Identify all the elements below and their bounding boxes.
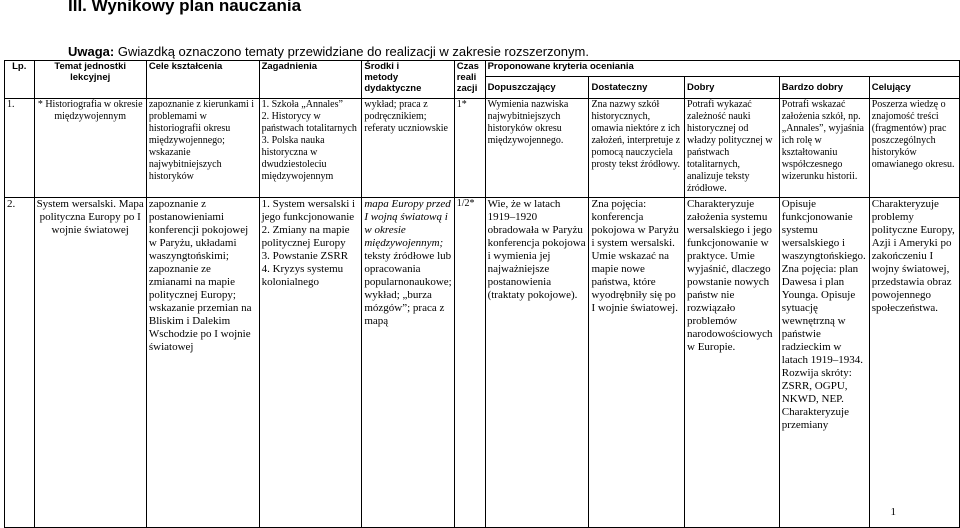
row-methods-rest: teksty źródłowe lub opracowania popularnonaukowe; wykład; „burza mózgów”; praca z mapą: [364, 250, 452, 327]
row-issues: 1. System wersalski i jego funkcjonowanie 2. Zmiany na mapie politycznej Europy 3. Powstanie ZSRR 4. Kryzys systemu kolonialnego: [259, 198, 362, 528]
header-criteria: Proponowane kryteria oceniania: [485, 61, 959, 77]
row-dopuszczajacy: Wie, że w latach 1919–1920 obradowała w Paryżu konferencja pokojowa i wymienia jej najważniejsze postanowienia (traktaty pokojowe).: [485, 198, 589, 528]
note-line: [68, 44, 589, 59]
header-dobry: Dobry: [685, 77, 780, 99]
row-dopuszczajacy: Wymienia nazwiska najwybitniejszych historyków okresu międzywojennego.: [485, 99, 589, 198]
row-dostateczny: Zna nazwy szkół historycznych, omawia niektóre z ich założeń, interpretuje z pomocą nauczyciela prosty tekst źródłowy.: [589, 99, 685, 198]
header-lp: Lp.: [5, 61, 35, 99]
table-row: [5, 198, 960, 528]
header-celujacy: Celujący: [869, 77, 959, 99]
row-issues: 1. Szkoła „Annales” 2. Historycy w państwach totalitarnych 3. Polska nauka historyczna w dwudziestoleciu międzywojennym: [259, 99, 362, 198]
header-time: Czas reali zacji: [454, 61, 485, 99]
page-number: 1: [890, 506, 896, 518]
header-issues: Zagadnienia: [259, 61, 362, 99]
row-celujacy: Charakteryzuje problemy polityczne Europy, Azji i Ameryki po zakończeniu I wojny światowej, przedstawia obraz powojennego społeczeństwa.: [869, 198, 959, 528]
row-number: 2.: [5, 198, 35, 528]
row-dobry: Charakteryzuje założenia systemu wersalskiego i jego funkcjonowanie w praktyce. Umie wyjaśnić, dlaczego powstanie nowych państw nie rozwiązało problemów narodowościowych w Europie.: [685, 198, 780, 528]
header-dostateczny: Dostateczny: [589, 77, 685, 99]
note-label: Uwaga:: [68, 44, 115, 59]
table-row: [5, 99, 960, 198]
row-methods: wykład; praca z podręcznikiem; referaty uczniowskie: [362, 99, 454, 198]
row-methods: [362, 198, 454, 528]
row-bardzo-dobry: Potrafi wskazać założenia szkół, np. „Annales”, wyjaśnia ich rolę w kształtowaniu współczesnego wizerunku historii.: [779, 99, 869, 198]
row-goals: zapoznanie z kierunkami i problemami w historiografii okresu międzywojennego; wskazanie najwybitniejszych historyków: [146, 99, 259, 198]
note-text: Gwiazdką oznaczono tematy przewidziane do realizacji w zakresie rozszerzonym.: [114, 44, 589, 59]
row-time: 1/2*: [454, 198, 485, 528]
header-topic: Temat jednostki lekcyjnej: [34, 61, 146, 99]
page-heading: III. Wynikowy plan nauczania: [68, 0, 302, 15]
row-celujacy: Poszerza wiedzę o znajomość treści (fragmentów) prac poszczególnych historyków omawianego okresu.: [869, 99, 959, 198]
row-goals: zapoznanie z postanowieniami konferencji pokojowej w Paryżu, układami waszyngtońskimi; zapoznanie ze zmianami na mapie politycznej Europy; wskazanie przemian na Bliskim i Dalekim Wschodzie po I wojnie światowej: [146, 198, 259, 528]
row-methods-italic: mapa Europy przed I wojną światową i w okresie międzywojennym;: [364, 198, 451, 249]
row-dostateczny: Zna pojęcia: konferencja pokojowa w Paryżu i system wersalski. Umie wskazać na mapie nowe państwa, które wyodrębniły się po I wojnie światowej.: [589, 198, 685, 528]
plan-table: [4, 60, 960, 528]
header-goals: Cele kształcenia: [146, 61, 259, 99]
row-number: 1.: [5, 99, 35, 198]
row-dobry: Potrafi wykazać zależność nauki historycznej od władzy politycznej w państwach totalitarnych, analizuje teksty źródłowe.: [685, 99, 780, 198]
header-methods: Środki i metody dydaktyczne: [362, 61, 454, 99]
header-bardzo-dobry: Bardzo dobry: [779, 77, 869, 99]
row-bardzo-dobry: Opisuje funkcjonowanie systemu wersalskiego i waszyngtońskiego. Zna pojęcia: plan Dawesa i plan Younga. Opisuje sytuację wewnętrzną w państwie radzieckim w latach 1919–1934. Rozwija skróty: ZSRR, OGPU, NKWD, NEP. Charakteryzuje przemiany: [779, 198, 869, 528]
header-dopuszczajacy: Dopuszczający: [485, 77, 589, 99]
row-topic: * Historiografia w okresie międzywojennym: [34, 99, 146, 198]
row-time: 1*: [454, 99, 485, 198]
row-topic: System wersalski. Mapa polityczna Europy po I wojnie światowej: [34, 198, 146, 528]
